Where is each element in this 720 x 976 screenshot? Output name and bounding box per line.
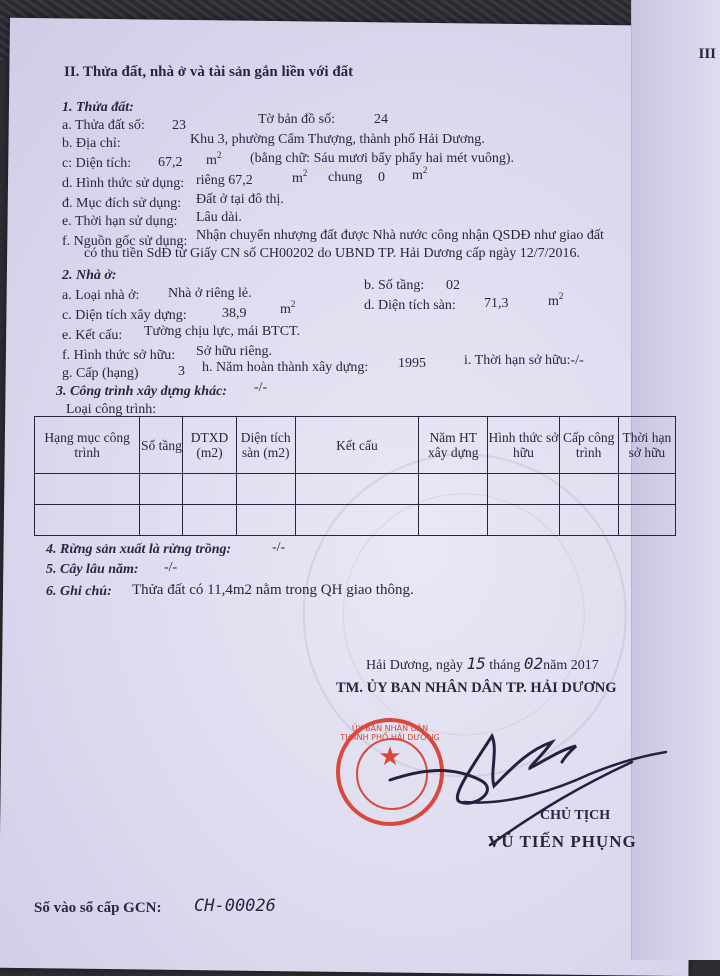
structure-value: Tường chịu lực, mái BTCT.	[144, 324, 301, 339]
build-area-unit: $m^2$	[280, 299, 296, 317]
forest-heading: 4. Rừng sản xuất là rừng trồng:	[46, 542, 232, 557]
col-header: Hạng mục công trình	[35, 417, 140, 474]
structure-label: e. Kết cấu:	[62, 328, 123, 343]
parcel-number: 23	[172, 118, 186, 133]
authority-name: TM. ỦY BAN NHÂN DÂN TP. HẢI DƯƠNG	[336, 680, 617, 696]
parcel-label: a. Thửa đất số:	[62, 118, 145, 133]
purpose-label: đ. Mục đích sử dụng:	[62, 196, 182, 211]
use-common-label: chung	[328, 170, 363, 185]
use-common-value: 0	[378, 170, 385, 185]
work-type-label: Loại công trình:	[66, 402, 157, 417]
use-common-unit: $m^2$	[412, 165, 428, 183]
map-label: Tờ bản đồ số:	[258, 112, 336, 127]
house-type-value: Nhà ở riêng lẻ.	[168, 286, 252, 301]
floor-area-unit: $m^2$	[548, 291, 564, 309]
use-private-unit: $m^2$	[292, 168, 308, 186]
col-header: Diện tích sàn (m2)	[236, 417, 295, 474]
map-number: 24	[374, 112, 388, 127]
signer-title: CHỦ TỊCH	[540, 808, 611, 823]
use-form-label: d. Hình thức sử dụng:	[62, 176, 185, 191]
area-unit: $m^2$	[206, 150, 222, 168]
perennial-value: -/-	[164, 560, 178, 575]
address-label: b. Địa chỉ:	[62, 136, 121, 151]
grade-label: g. Cấp (hạng)	[62, 366, 139, 381]
completion-year-label: h. Năm hoàn thành xây dựng:	[202, 360, 369, 375]
table-row	[35, 474, 676, 505]
term-label: e. Thời hạn sử dụng:	[62, 214, 178, 229]
next-page-label: III	[698, 46, 716, 62]
perennial-heading: 5. Cây lâu năm:	[46, 562, 139, 577]
table-row	[35, 505, 676, 536]
section-title: II. Thửa đất, nhà ở và tài sản gắn liền với đất	[64, 64, 354, 80]
ownership-term: i. Thời hạn sở hữu:-/-	[464, 353, 584, 368]
seal-text: ỦY BAN NHÂN DÂN THÀNH PHỐ HẢI DƯƠNG	[340, 724, 440, 742]
origin-label: f. Nguồn gốc sử dụng:	[62, 234, 188, 249]
area-value: 67,2	[158, 155, 183, 170]
land-heading: 1. Thửa đất:	[62, 100, 134, 115]
house-type-label: a. Loại nhà ở:	[62, 288, 140, 303]
register-label: Số vào sổ cấp GCN:	[34, 900, 162, 916]
note-heading: 6. Ghi chú:	[46, 584, 112, 599]
area-label: c: Diện tích:	[62, 156, 132, 171]
col-header: Số tầng	[140, 417, 183, 474]
grade-value: 3	[178, 364, 185, 379]
other-works-heading: 3. Công trình xây dựng khác:	[56, 384, 227, 399]
col-header: Kết cấu	[295, 417, 418, 474]
origin-line1: Nhận chuyển nhượng đất được Nhà nước công nhận QSDĐ như giao đất	[196, 228, 604, 243]
other-works-table	[34, 416, 676, 536]
col-header: Thời hạn sở hữu	[618, 417, 675, 474]
col-header: DTXD (m2)	[183, 417, 236, 474]
col-header: Năm HT xây dựng	[419, 417, 488, 474]
build-area-value: 38,9	[222, 306, 247, 321]
ownership-value: Sở hữu riêng.	[196, 344, 273, 359]
star-icon: ★	[378, 742, 402, 771]
col-header: Cấp công trình	[559, 417, 618, 474]
origin-line2: có thu tiền SdĐ từ Giấy CN số CH00202 do UBND TP. Hải Dương cấp ngày 12/7/2016.	[84, 246, 580, 261]
area-in-words: (bằng chữ: Sáu mươi bẩy phẩy hai mét vuông).	[250, 151, 515, 166]
purpose-value: Đất ở tại đô thị.	[196, 192, 284, 207]
col-header: Hình thức sở hữu	[488, 417, 559, 474]
table-header-row	[35, 417, 676, 474]
forest-value: -/-	[272, 540, 286, 555]
note-value: Thửa đất có 11,4m2 nằm trong QH giao thông.	[132, 582, 414, 598]
use-private: riêng 67,2	[196, 173, 253, 188]
term-value: Lâu dài.	[196, 210, 242, 225]
signer-name: VŨ TIẾN PHỤNG	[488, 832, 637, 851]
build-area-label: c. Diện tích xây dựng:	[62, 308, 187, 323]
floor-area-label: d. Diện tích sàn:	[364, 298, 456, 313]
house-heading: 2. Nhà ở:	[62, 268, 117, 283]
signing-place-date: Hải Dương, ngày 15 tháng 02năm 2017	[366, 654, 599, 673]
floors-value: 02	[446, 278, 460, 293]
ownership-label: f. Hình thức sở hữu:	[62, 348, 176, 363]
completion-year-value: 1995	[398, 356, 426, 371]
floor-area-value: 71,3	[484, 296, 509, 311]
signing-day: 15	[466, 654, 486, 673]
address-value: Khu 3, phường Cẩm Thượng, thành phố Hải Dương.	[190, 132, 485, 147]
other-works-value: -/-	[254, 380, 268, 395]
signing-month: 02	[523, 654, 544, 673]
floors-label: b. Số tầng:	[364, 278, 425, 293]
register-number: CH-00026	[194, 896, 276, 916]
